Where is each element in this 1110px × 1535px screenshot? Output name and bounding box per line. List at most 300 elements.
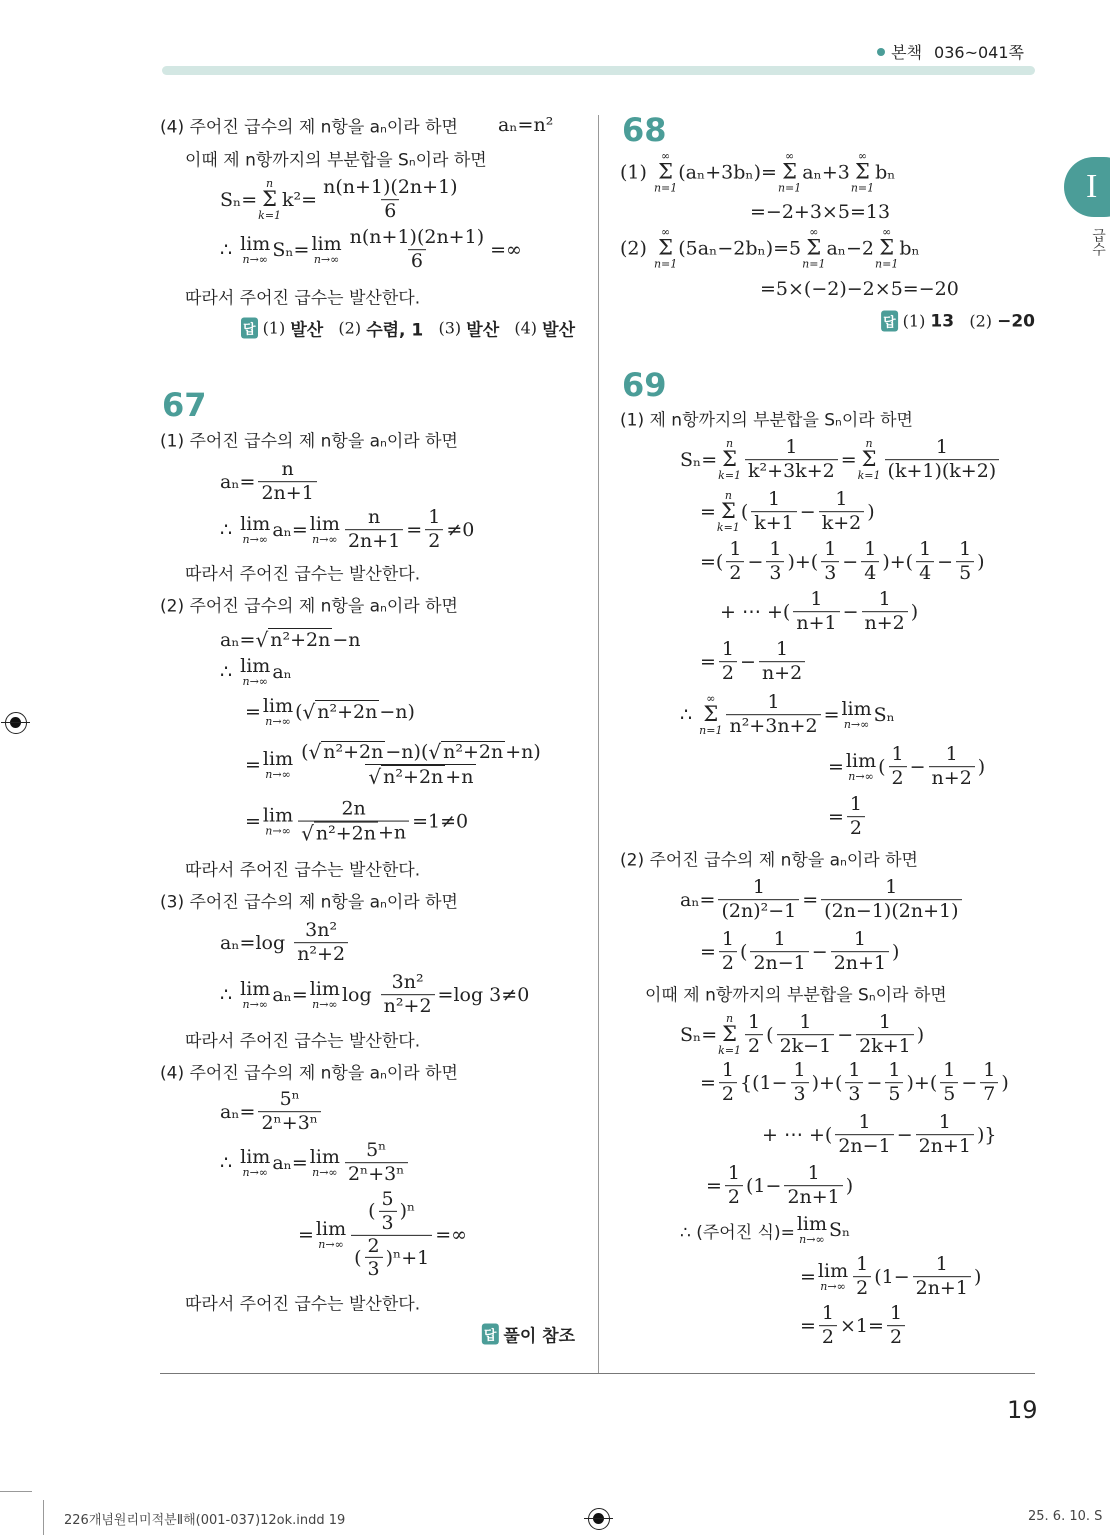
text-run: 1 [849,793,863,816]
sum-lower: k=1 [718,1044,742,1058]
fraction-denominator [766,561,784,585]
solution-line [680,437,1002,483]
text-run: 1 [767,488,781,511]
fraction-numerator [819,1303,837,1325]
text-run: k²+3k+2 [748,460,835,483]
text-run: (2) [323,318,367,338]
summation [258,178,281,221]
text-run: 2 [891,767,904,790]
text-run: =∞ [490,238,522,261]
lim-subscript: n→∞ [820,1279,846,1293]
sigma-icon: Σ [855,159,870,184]
sum-lower: k=1 [716,521,740,535]
text-run: )+( [906,1071,938,1094]
lim-subscript: n→∞ [242,532,268,546]
text-run: (1− [746,1174,782,1197]
solution-line [160,592,458,617]
text-run: 1 [938,1111,951,1134]
fraction [294,920,348,966]
fraction [821,539,839,585]
text-run: (1) [902,311,931,331]
problem-number [622,366,667,404]
fraction [750,929,808,975]
text-run: (k+1)(k+2) [887,460,997,483]
text-run: 3n² [391,971,424,994]
text-run: (1) [262,318,291,338]
fraction-numerator [338,799,368,821]
fraction-denominator [856,1034,914,1058]
fraction-denominator [719,951,737,975]
text-run: ( [295,701,303,723]
text-run: −n)( [385,740,429,763]
fraction-denominator [719,1082,737,1106]
text-run: 따라서 주어진 급수는 발산한다. [185,564,421,585]
fraction-denominator [819,511,865,535]
text-run: = [298,1224,314,1246]
text-run: + ⋯ +( [720,600,791,623]
fraction [793,589,839,635]
fraction-denominator [379,1211,397,1235]
text-run: ) [845,1174,854,1197]
fraction [845,1060,863,1106]
summation [718,438,741,481]
text-run: n(n+1)(2n+1) [349,226,485,249]
lim-label: lim [240,512,271,535]
fraction-numerator [855,1112,873,1134]
text-run: bₙ [899,237,920,259]
text-run: k+2 [821,512,862,535]
sum-upper: ∞ [661,225,671,239]
text-run: 6 [384,200,397,223]
sum-upper: n [266,177,274,191]
fraction-denominator [294,942,348,966]
fraction [258,1089,321,1135]
text-run: aₙ+3 [802,161,850,183]
fraction-numerator [832,489,850,511]
column-divider [598,115,599,1373]
sum-lower: n=1 [699,724,723,738]
lim-subscript: n→∞ [843,717,870,731]
lim-label: lim [240,232,271,255]
fraction [791,1060,809,1106]
text-run: = [706,1174,722,1197]
fraction [887,1303,905,1349]
fraction-numerator [365,507,383,529]
solution-line [185,560,420,585]
fraction-denominator [759,661,805,685]
fraction [365,1236,383,1282]
text-run: ( [766,1023,774,1046]
fraction [719,929,737,975]
fraction-denominator [847,816,865,840]
text-run: ( [301,740,309,763]
sigma-icon: Σ [262,187,278,212]
solution-line [220,628,361,652]
text-run: ) [910,600,919,623]
text-run: 6 [410,250,423,273]
solution-line [700,489,875,535]
text-run: = [800,1265,816,1288]
lim-label: lim [315,1218,347,1240]
solution-line [760,278,959,300]
solution-line [220,972,529,1018]
answer-value: 발산 [290,320,324,341]
text-run: 이때 제 n항까지의 부분합을 Sₙ이라 하면 [185,150,487,171]
fraction [320,177,460,223]
text-run: − [799,500,816,523]
answer-value: 풀이 참조 [503,1326,575,1347]
fraction-numerator [365,1236,383,1258]
solution-line [220,227,522,273]
text-run: − [811,940,828,963]
text-run: 1 [799,1011,812,1034]
fraction [347,227,487,273]
fraction [351,1189,432,1281]
text-run: (2n−1)(2n+1) [824,900,959,923]
fraction-numerator [782,437,800,459]
fraction-denominator [819,1325,837,1349]
text-run: (2) [954,311,998,331]
text-run: ( [740,500,749,523]
limit [263,697,293,727]
square-root [255,628,332,652]
fraction-numerator [726,539,744,561]
problem-number [162,386,207,424]
lim-label: lim [262,748,294,770]
fraction-numerator [725,1163,743,1185]
fraction-numerator [745,1012,763,1034]
fraction-numerator [750,877,768,899]
limit [817,1259,849,1293]
fraction-denominator [929,766,975,790]
text-run: ) [892,940,900,963]
limit [240,1145,271,1179]
chapter-roman: I [1086,168,1098,205]
text-run: ∴ [220,238,239,261]
lim-subscript: n→∞ [242,997,268,1011]
text-run: − [842,550,859,573]
lim-label: lim [796,1213,827,1235]
text-run: ∴ [680,703,699,726]
fraction-numerator [933,1254,951,1276]
lim-subscript: n→∞ [265,768,291,781]
solution-line [245,799,468,846]
text-run: ) [916,1023,925,1046]
summation [851,151,874,194]
lim-subscript: n→∞ [242,1165,268,1179]
text-run: 2k−1 [779,1035,832,1058]
text-run: ( [354,1246,362,1269]
lim-label: lim [309,1145,340,1168]
fraction [889,744,907,790]
text-run: (1− [874,1265,910,1288]
sum-upper: n [726,437,734,451]
limit [240,512,271,546]
text-run: 2n−1 [838,1135,891,1158]
text-run: ( [740,940,748,963]
solution-line [220,177,464,223]
text-run: 1 [891,743,904,766]
fraction-denominator [831,951,889,975]
text-run: ∴ [220,983,239,1006]
text-run: 1 [748,1011,761,1034]
text-run: 3 [381,1211,394,1234]
square-root [428,741,505,764]
fraction-denominator [853,1276,871,1300]
text-run: )ⁿ [399,1199,416,1222]
fraction-numerator [389,972,427,994]
text-run: 2 [721,1083,735,1106]
fraction [856,1012,914,1058]
text-run: ( [878,755,886,778]
text-run: 2 [821,1326,835,1349]
fraction [425,507,443,553]
lim-subscript: n→∞ [318,1238,344,1251]
text-run: 1 [793,1059,806,1082]
fraction [913,1254,971,1300]
summation [802,227,825,270]
text-run: 1 [835,488,848,511]
fraction-numerator [807,589,825,611]
text-run: Sₙ [829,1219,851,1241]
summation [654,151,677,194]
fraction-denominator [298,820,409,845]
text-run: 1 [856,1253,869,1276]
fraction-denominator [408,249,426,273]
text-run: (2) [620,237,653,259]
fraction [258,459,316,505]
text-run: log [341,983,378,1006]
radical-icon: √ [308,740,322,764]
lim-label: lim [262,695,294,717]
text-run: 2 [721,952,735,975]
solution-line [680,692,895,738]
lim-label: lim [262,805,294,827]
fraction-denominator [862,611,908,635]
fraction [847,794,865,840]
text-run: 1 [721,638,735,661]
text-run: 1 [428,506,441,529]
radicand: n²+2n [317,701,378,723]
fraction-denominator [745,459,838,483]
text-run: )} [976,1123,997,1146]
text-run: aₙ= [680,888,716,911]
fraction-denominator [916,561,934,585]
text-run: = [823,703,840,726]
sum-upper: n [865,437,873,451]
solution-line [680,1215,850,1245]
sum-upper: n [726,1012,734,1026]
solution-line [720,589,918,635]
radicand: n²+2n [383,766,444,788]
solution-line [185,284,420,309]
text-run: k+1 [754,512,794,535]
text-run: 따라서 주어진 급수는 발산한다. [185,860,421,881]
text-run: ≠0 [446,518,475,541]
fraction-denominator [940,1082,958,1106]
text-run: (3) [423,318,467,338]
registration-mark-icon [588,1508,610,1530]
radicand: n²+2n [443,741,504,763]
footer-date: 25. 6. 10. S [1028,1509,1103,1524]
fraction [718,877,799,923]
solution-line [245,697,415,727]
sigma-icon: Σ [861,447,877,472]
fraction-denominator [750,951,808,975]
fraction-denominator [381,994,435,1018]
radical-icon: √ [302,700,316,724]
fraction-denominator [258,481,316,505]
solution-line [645,981,947,1006]
fraction [719,639,737,685]
text-run: 5 [888,1083,901,1106]
text-run: aₙ [272,661,292,683]
fraction-denominator [845,1082,863,1106]
text-run: 1 [727,1162,741,1185]
radical-icon: √ [301,821,314,846]
text-run: k²= [282,188,318,211]
text-run: = [700,940,716,963]
problem-number [622,111,667,149]
fraction [745,437,838,483]
fraction-numerator [847,794,865,816]
lim-subscript: n→∞ [242,252,268,266]
solution-line [828,744,985,790]
text-run: =log 3≠0 [437,983,530,1006]
fraction-numerator [851,929,869,951]
text-run: 2n+1 [833,952,887,975]
sum-lower: n=1 [653,257,678,271]
lim-label: lim [309,512,340,535]
text-run: − [866,1071,883,1094]
solution-line [620,406,913,431]
text-run: − [961,1071,978,1094]
text-run: ) [977,755,986,778]
text-run: 2 [729,562,742,585]
solution-line [220,459,320,505]
fraction [745,1012,763,1058]
text-run: aₙ−2 [826,237,875,259]
fraction [298,741,544,789]
registration-mark-icon [5,712,27,734]
text-run: + ⋯ +( [762,1123,833,1146]
text-run: ∴ [220,518,239,541]
text-run: n [368,506,381,529]
crop-mark [0,1491,32,1492]
sigma-icon: Σ [658,159,674,184]
fraction-denominator [791,1082,809,1106]
text-run: =1≠0 [412,811,469,833]
sum-lower: k=1 [857,469,881,483]
bullet-dot-icon [877,48,885,56]
text-run: (1) 제 n항까지의 부분합을 Sₙ이라 하면 [620,410,913,431]
fraction-denominator [861,561,879,585]
text-run: n+2 [864,612,905,635]
radical-icon: √ [368,765,382,789]
solution-line [245,741,547,789]
limit [311,232,342,266]
square-root [303,700,380,724]
fraction-numerator [805,1163,823,1185]
fraction-denominator [745,1034,763,1058]
text-run: = [828,805,844,828]
fraction-numerator [719,1060,737,1082]
limit [309,977,340,1011]
answer-badge: 답 [241,318,258,339]
sigma-icon: Σ [722,1022,738,1047]
fraction-numerator [277,1089,303,1111]
limit [841,697,872,731]
solution-line [220,657,292,687]
lim-label: lim [845,749,877,772]
answer-badge: 답 [881,311,898,332]
fraction [940,1060,958,1106]
text-run: 2 [428,530,441,553]
text-run: ) [977,550,985,573]
answer-value: 발산 [466,320,500,341]
fraction-denominator [751,511,797,535]
text-run: (5aₙ−2bₙ)=5 [678,237,802,259]
text-run: +n [445,765,474,788]
fraction [784,1163,842,1209]
text-run: {(1− [740,1071,788,1094]
footer-file-name: 226개념원리미적분Ⅱ해(001-037)12ok.indd 19 [64,1513,346,1528]
text-run: − [740,650,756,673]
text-run: aₙ=log [220,931,292,954]
text-run: 1 [935,436,948,459]
summation [699,693,722,736]
square-root [301,821,378,845]
text-run: 2 [748,1035,761,1058]
fraction-denominator [885,459,1000,483]
sigma-icon: Σ [703,702,719,727]
fraction [751,489,797,535]
text-run: aₙ= [272,518,308,541]
fraction-numerator [936,1112,954,1134]
text-run: aₙ= [220,629,256,651]
fraction-numerator [861,539,879,561]
text-run: 1 [889,1302,903,1325]
text-run: aₙ= [220,1100,256,1123]
fraction-numerator [980,1060,998,1082]
text-run: 1 [721,928,735,951]
solution-line [700,539,985,585]
solution-line [762,1112,996,1158]
sigma-icon: Σ [722,447,738,472]
fraction-denominator [980,1082,998,1106]
text-run: = [245,701,261,723]
text-run: = [245,811,261,833]
text-run: 2 [856,1277,869,1300]
fraction-numerator [719,639,737,661]
summation [717,490,740,533]
fraction-numerator [791,1060,809,1082]
solution-line [220,507,474,553]
text-run: 1 [878,588,891,611]
text-run: 1 [983,1059,996,1082]
fraction-denominator [835,1134,893,1158]
solution-line [185,856,420,881]
bottom-rule [160,1373,1035,1374]
fraction-numerator [765,489,783,511]
problem-heading: 67 [162,386,207,424]
text-run: =5×(−2)−2×5=−20 [760,278,959,300]
solution-line [220,1089,324,1135]
text-run: n+1 [796,612,837,635]
sum-upper: ∞ [661,149,671,163]
fraction-numerator [279,459,297,481]
fraction-numerator [876,1012,894,1034]
